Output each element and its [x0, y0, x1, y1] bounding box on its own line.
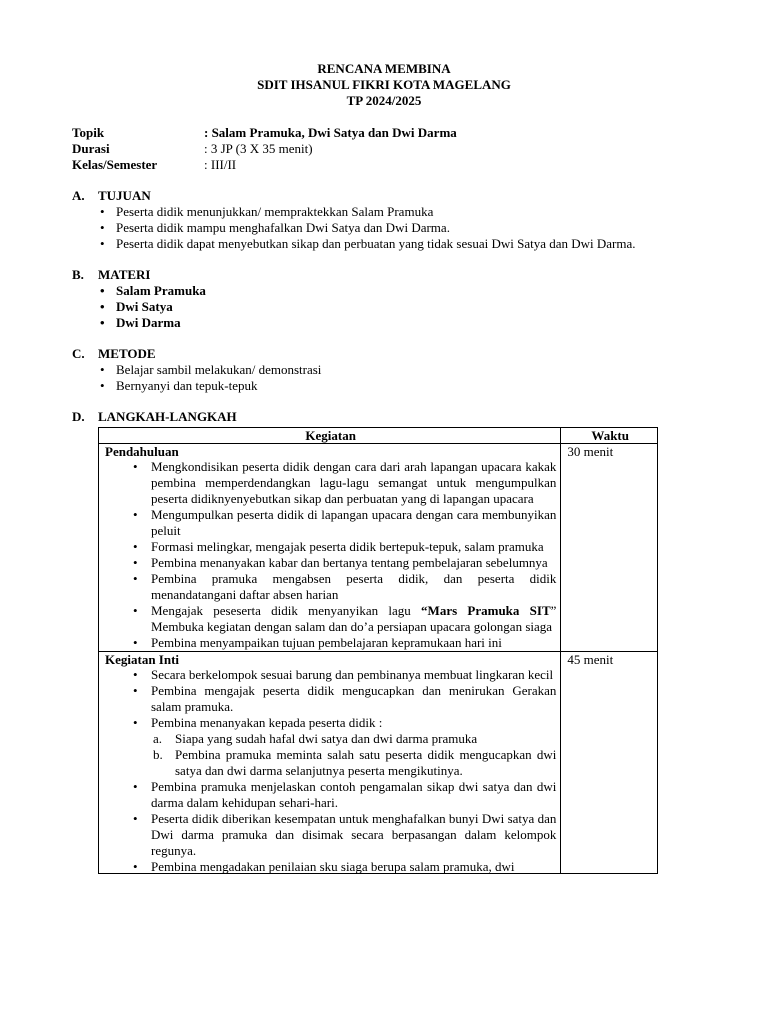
kelas-value: : III/II — [204, 157, 237, 172]
kelas-label: Kelas/Semester — [72, 157, 158, 172]
list-item — [131, 603, 556, 635]
list-item: • Mengkondisikan peserta didik dengan cara dari arah lapangan upacara kakak pembina memperdendangkan lagu-lagu semangat untuk mengumpulkan peserta didiknyenyebutkan sikap dan perbuatan yang di lapangan upacara — [131, 459, 556, 507]
topik-label: Topik — [72, 125, 105, 140]
section-heading — [72, 346, 692, 362]
sub-item — [153, 747, 556, 779]
section-heading — [72, 188, 692, 204]
list-item: • Formasi melingkar, mengajak peserta didik bertepuk-tepuk, salam pramuka — [131, 539, 556, 555]
sub-text: Siapa yang sudah hafal dwi satya dan dwi darma pramuka — [175, 731, 478, 746]
langkah-table — [98, 427, 658, 874]
sub-text: Pembina pramuka meminta salah satu peserta didik mengucapkan dwi satya dan dwi darma selanjutnya peserta mengikutinya. — [175, 747, 557, 778]
mars-post: ” Membuka kegiatan dengan salam dan do’a persiapan upacara golongan siaga — [151, 603, 557, 634]
inti-list — [105, 667, 556, 873]
list-item: • Mengumpulkan peserta didik di lapangan upacara dengan cara membunyikan peluit — [131, 507, 556, 539]
list-item: • Pembina pramuka menjelaskan contoh pengamalan sikap dwi satya dan dwi darma dalam kehidupan sehari-hari. — [131, 779, 556, 811]
section-letter: D. — [72, 409, 85, 424]
list-item: • Peserta didik menunjukkan/ mempraktekkan Salam Pramuka — [100, 204, 692, 220]
materi-list — [72, 283, 692, 331]
list-item: • Bernyanyi dan tepuk-tepuk — [100, 378, 692, 394]
sub-item — [153, 731, 556, 747]
section-metode — [72, 346, 692, 394]
sub-list — [151, 731, 556, 779]
section-title: MATERI — [98, 267, 151, 282]
sub-letter: a. — [153, 731, 163, 746]
section-tujuan — [72, 188, 692, 252]
section-materi — [72, 267, 692, 331]
section-heading — [72, 267, 692, 283]
section-heading — [72, 409, 692, 425]
table-header-row — [99, 428, 658, 444]
section-title: LANGKAH-LANGKAH — [98, 409, 237, 424]
list-item: • Pembina pramuka mengabsen peserta didik, dan peserta didik menandatangani daftar absen harian — [131, 571, 556, 603]
section-langkah — [72, 409, 692, 425]
list-item: • Peserta didik diberikan kesempatan untuk menghafalkan bunyi Dwi satya dan Dwi darma pramuka dan disimak secara berpasangan dalam kelompok regunya. — [131, 811, 556, 859]
header-waktu: Waktu — [561, 428, 658, 444]
list-item: • Pembina mengajak peserta didik mengucapkan dan menirukan Gerakan salam pramuka. — [131, 683, 556, 715]
header-kegiatan: Kegiatan — [99, 428, 561, 444]
table-row — [99, 444, 658, 652]
section-title: TUJUAN — [98, 188, 151, 203]
list-item: • Pembina menyampaikan tujuan pembelajaran kepramukaan hari ini — [131, 635, 556, 651]
school-name: SDIT IHSANUL FIKRI KOTA MAGELANG — [257, 77, 511, 92]
pendahuluan-waktu: 30 menit — [561, 444, 658, 652]
list-item: • Dwi Darma — [100, 315, 692, 331]
list-item: • Peserta didik mampu menghafalkan Dwi Satya dan Dwi Darma. — [100, 220, 692, 236]
ask-text: Pembina menanyakan kepada peserta didik : — [151, 715, 383, 730]
sub-letter: b. — [153, 747, 163, 762]
phase-title: Kegiatan Inti — [105, 652, 180, 667]
inti-cell — [99, 652, 561, 874]
info-row-kelas — [72, 157, 457, 173]
durasi-label: Durasi — [72, 141, 110, 156]
doc-title: RENCANA MEMBINA — [317, 61, 451, 76]
pendahuluan-cell — [99, 444, 561, 652]
section-letter: A. — [72, 188, 85, 203]
list-item — [131, 715, 556, 779]
list-item: • Secara berkelompok sesuai barung dan pembinanya membuat lingkaran kecil — [131, 667, 556, 683]
metode-list — [72, 362, 692, 394]
school-year: TP 2024/2025 — [346, 93, 422, 108]
topik-value: : Salam Pramuka, Dwi Satya dan Dwi Darma — [204, 125, 457, 140]
pendahuluan-list — [105, 459, 556, 651]
list-item: • Pembina menanyakan kabar dan bertanya tentang pembelajaran sebelumnya — [131, 555, 556, 571]
list-item: • Pembina mengadakan penilaian sku siaga berupa salam pramuka, dwi — [131, 859, 556, 873]
list-item: • Belajar sambil melakukan/ demonstrasi — [100, 362, 692, 378]
section-title: METODE — [98, 346, 156, 361]
table-row — [99, 652, 658, 874]
list-item: • Peserta didik dapat menyebutkan sikap dan perbuatan yang tidak sesuai Dwi Satya dan Dwi Darma. — [100, 236, 692, 252]
mars-pre: Mengajak peseserta didik menyanyikan lagu — [151, 603, 422, 618]
section-letter: B. — [72, 267, 84, 282]
durasi-value: : 3 JP (3 X 35 menit) — [204, 141, 313, 156]
info-row-topik — [72, 125, 457, 141]
info-table — [72, 125, 457, 173]
list-item: • Salam Pramuka — [100, 283, 692, 299]
mars-song-title: “Mars Pramuka SIT — [421, 603, 551, 618]
inti-waktu: 45 menit — [561, 652, 658, 874]
list-item: • Dwi Satya — [100, 299, 692, 315]
section-letter: C. — [72, 346, 85, 361]
phase-title: Pendahuluan — [105, 444, 179, 459]
tujuan-list — [72, 204, 692, 252]
info-row-durasi — [72, 141, 457, 157]
